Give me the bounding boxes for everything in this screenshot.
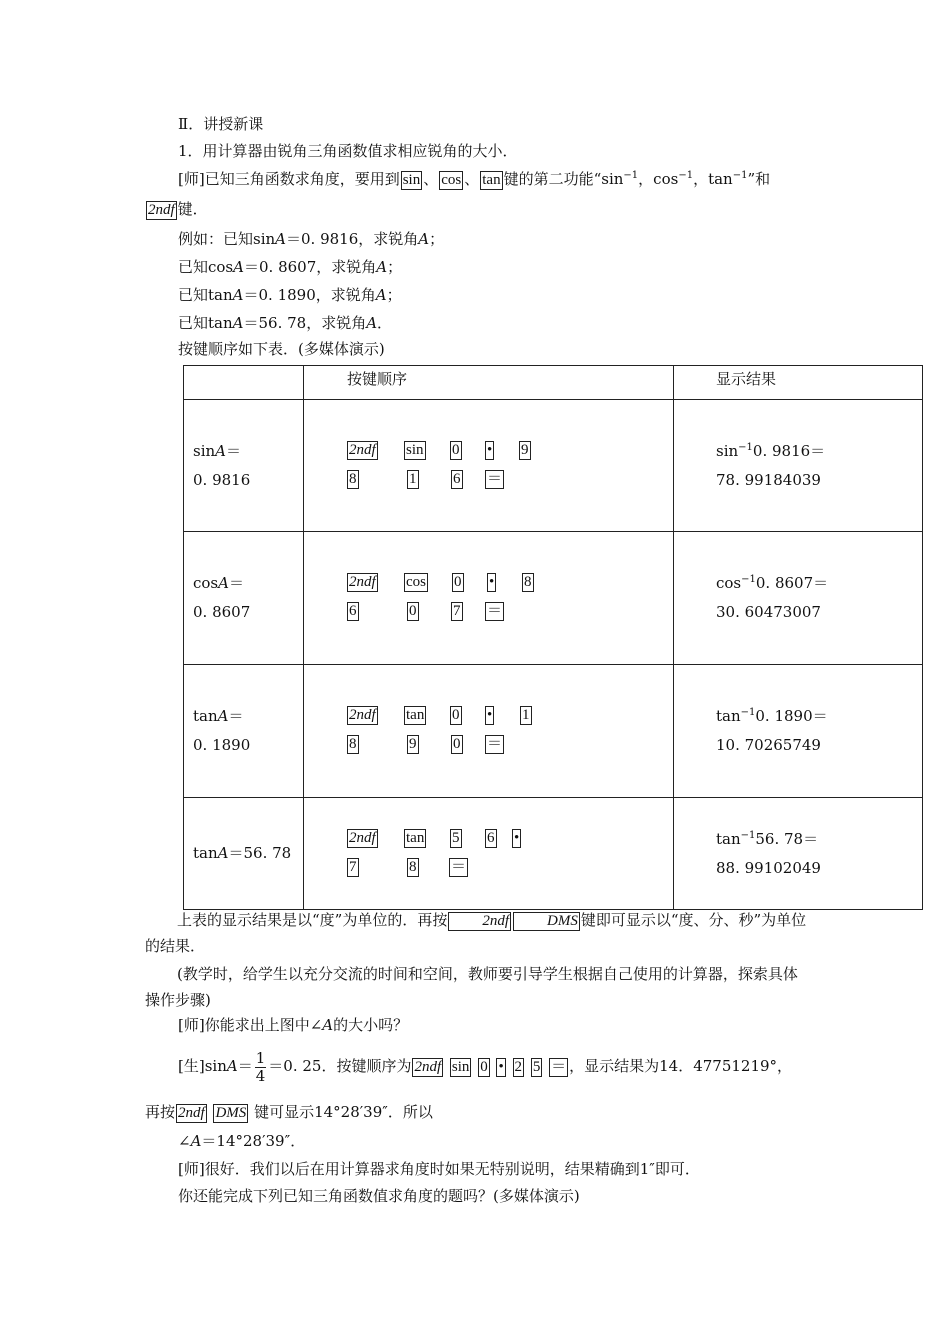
text: 、 xyxy=(464,170,480,188)
sin-key: sin xyxy=(402,172,421,188)
text: 0. 9816 xyxy=(193,470,251,489)
text: ＝56. 78 xyxy=(228,844,292,862)
text: ∠ xyxy=(178,1132,191,1150)
superscript: −1 xyxy=(740,707,756,718)
equals-key: ＝ xyxy=(487,470,503,487)
keys-cell xyxy=(304,665,674,798)
header-cell-key-sequence: 按键顺序 xyxy=(304,366,674,400)
superscript: −1 xyxy=(740,829,756,841)
equals-key: ＝ xyxy=(487,736,503,752)
text: 56. 78＝ xyxy=(755,829,819,848)
decimal-point-key: • xyxy=(489,574,495,590)
variable: A xyxy=(233,258,244,276)
student-answer xyxy=(178,1044,792,1088)
text: [师]你能求出上图中∠ xyxy=(178,1016,323,1034)
text: ＝56. 78，求锐角 xyxy=(243,314,367,332)
digit-key: 6 xyxy=(487,829,495,846)
table-row xyxy=(184,400,923,532)
text: ＝0. 8607，求锐角 xyxy=(243,258,377,276)
text: ＝ xyxy=(228,574,244,592)
header-cell xyxy=(184,366,304,400)
text: sin xyxy=(716,441,739,460)
digit-key: 0 xyxy=(452,441,460,458)
superscript: −1 xyxy=(738,441,753,453)
header-cell-display-result: 显示结果 xyxy=(674,366,923,400)
digit-key: 8 xyxy=(409,858,417,875)
variable: A xyxy=(366,314,378,332)
example-line xyxy=(178,313,392,333)
cos-key: cos xyxy=(441,172,462,188)
angle-result xyxy=(178,1131,305,1151)
result-explanation xyxy=(145,907,810,959)
keys-cell xyxy=(304,400,674,532)
digit-key: 9 xyxy=(409,736,417,752)
decimal-point-key: • xyxy=(514,829,520,846)
teacher-statement-1 xyxy=(178,169,770,190)
text: ＝0. 25．按键顺序为 xyxy=(268,1057,412,1075)
result-cell xyxy=(674,532,923,665)
variable: A xyxy=(232,314,244,332)
text: tan xyxy=(716,707,741,725)
text: ＝ xyxy=(226,441,242,460)
text: sin xyxy=(193,441,216,460)
fraction xyxy=(255,1050,267,1085)
section-title: Ⅱ．讲授新课 xyxy=(178,115,264,133)
text: 键的第二功能“sin xyxy=(503,170,624,188)
keys-cell xyxy=(304,798,674,910)
teaching-note: (教学时，给学生以充分交流的时间和空间，教师要引导学生根据自己使用的计算器，探索具体操作步骤) xyxy=(145,965,798,1009)
variable: A xyxy=(322,1016,334,1034)
equals-key: ＝ xyxy=(487,603,503,619)
sin-key: sin xyxy=(451,1059,470,1075)
text: 、 xyxy=(423,170,439,188)
digit-key: 1 xyxy=(409,470,417,487)
digit-key: 7 xyxy=(453,603,461,619)
variable: A xyxy=(275,230,287,248)
text: 已知tan xyxy=(178,314,233,332)
text: 78. 99184039 xyxy=(716,470,821,489)
text: cos xyxy=(716,574,742,592)
text: [生]sin xyxy=(178,1057,227,1075)
text: ； xyxy=(386,286,402,304)
text: ，tan xyxy=(693,170,733,188)
text: 例如：已知sin xyxy=(178,230,276,248)
dms-key: DMS xyxy=(215,1105,247,1121)
2ndf-key: 2ndf xyxy=(349,829,376,846)
key-sequence xyxy=(304,824,673,884)
variable: A xyxy=(218,574,229,592)
digit-key: 6 xyxy=(453,470,461,487)
again-press-line xyxy=(145,1102,433,1123)
text: 0. 9816＝ xyxy=(752,441,826,460)
table-caption: 按键顺序如下表．(多媒体演示) xyxy=(178,340,385,358)
text: tan xyxy=(193,707,218,725)
text: tan xyxy=(193,844,218,862)
sin-key: sin xyxy=(406,441,424,458)
text: ； xyxy=(429,230,445,248)
variable: A xyxy=(217,844,229,862)
digit-key: 1 xyxy=(522,707,530,723)
teacher-comment: [师]很好．我们以后在用计算器求角度时如果无特别说明，结果精确到1″即可． xyxy=(178,1160,700,1178)
digit-key: 5 xyxy=(452,829,460,846)
text: ，cos xyxy=(638,170,679,188)
text: 上表的显示结果是以“度”为单位的．再按 xyxy=(177,911,448,929)
table-header-row xyxy=(184,366,923,400)
text: 再按 xyxy=(145,1103,176,1121)
digit-key: 0 xyxy=(454,574,462,590)
digit-key: 0 xyxy=(453,736,461,752)
digit-key: 7 xyxy=(349,858,357,875)
tan-key: tan xyxy=(482,172,501,188)
digit-key: 2 xyxy=(514,1059,523,1075)
teacher-question xyxy=(178,1015,408,1035)
2ndf-key: 2ndf xyxy=(349,707,376,723)
table-row xyxy=(184,532,923,665)
variable: A xyxy=(376,258,388,276)
teacher-statement-1-cont xyxy=(145,199,208,220)
key-sequence-table xyxy=(183,365,923,910)
text: ，显示结果为14．47751219°， xyxy=(569,1057,793,1075)
2ndf-key: 2ndf xyxy=(414,1059,442,1075)
text: 0. 8607 xyxy=(193,603,251,621)
2ndf-key: 2ndf xyxy=(349,574,376,590)
variable: A xyxy=(226,1057,238,1075)
dms-key: DMS xyxy=(513,912,580,931)
variable: A xyxy=(375,286,387,304)
digit-key: 5 xyxy=(532,1059,541,1075)
condition-cell xyxy=(184,532,304,665)
example-line xyxy=(178,285,402,305)
digit-key: 0 xyxy=(409,603,417,619)
condition-cell xyxy=(184,798,304,910)
decimal-point-key: • xyxy=(498,1059,504,1075)
tan-key: tan xyxy=(406,707,425,723)
digit-key: 9 xyxy=(521,441,529,458)
text: tan xyxy=(716,829,741,848)
text: 键即可显示以“度、分、秒”为单位的结果． xyxy=(145,911,807,955)
superscript: −1 xyxy=(732,170,748,181)
point-1: 1．用计算器由锐角三角函数值求相应锐角的大小． xyxy=(178,142,518,160)
key-sequence xyxy=(304,701,673,761)
tan-key: tan xyxy=(406,829,425,846)
decimal-point-key: • xyxy=(487,707,493,723)
variable: A xyxy=(232,286,244,304)
text: ”和 xyxy=(747,170,771,188)
text: ＝0. 9816，求锐角 xyxy=(286,230,419,248)
text: ； xyxy=(387,258,403,276)
text: [师]已知三角函数求角度，要用到 xyxy=(178,170,400,188)
table-row xyxy=(184,798,923,910)
result-cell xyxy=(674,798,923,910)
fraction-denominator: 4 xyxy=(255,1066,266,1085)
text: 键． xyxy=(177,200,208,218)
equals-key: ＝ xyxy=(451,858,467,875)
variable: A xyxy=(217,707,229,725)
text: 键可显示14°28′39″．所以 xyxy=(249,1103,433,1121)
result-cell xyxy=(674,665,923,798)
condition-cell xyxy=(184,665,304,798)
text: 30. 60473007 xyxy=(716,603,821,621)
digit-key: 0 xyxy=(480,1059,488,1075)
text: ＝ xyxy=(237,1057,253,1075)
table-row xyxy=(184,665,923,798)
text: 的大小吗？ xyxy=(333,1016,409,1034)
2ndf-key: 2ndf xyxy=(448,912,511,931)
text: ＝14°28′39″． xyxy=(201,1132,306,1150)
superscript: −1 xyxy=(741,574,756,585)
2ndf-key: 2ndf xyxy=(349,441,376,458)
text: ＝ xyxy=(228,707,244,725)
text: 0. 8607＝ xyxy=(755,574,829,592)
digit-key: 8 xyxy=(349,470,357,487)
variable: A xyxy=(418,230,430,248)
2ndf-key: 2ndf xyxy=(148,202,175,218)
text: ＝0. 1890，求锐角 xyxy=(243,286,376,304)
fraction-numerator: 1 xyxy=(255,1048,266,1067)
digit-key: 8 xyxy=(349,736,357,752)
result-cell xyxy=(674,400,923,532)
cos-key: cos xyxy=(406,574,426,590)
example-line xyxy=(178,257,402,277)
equals-key: ＝ xyxy=(551,1059,567,1075)
text: 88. 99102049 xyxy=(716,858,821,877)
decimal-point-key: • xyxy=(487,441,493,458)
example-line xyxy=(178,229,444,249)
text: 10. 70265749 xyxy=(716,736,821,754)
digit-key: 0 xyxy=(452,707,460,723)
closing-question: 你还能完成下列已知三角函数值求角度的题吗？(多媒体演示) xyxy=(178,1187,580,1205)
text: 0. 1890 xyxy=(193,736,251,754)
variable: A xyxy=(215,441,226,460)
text: 已知tan xyxy=(178,286,233,304)
key-sequence xyxy=(304,436,673,496)
condition-cell xyxy=(184,400,304,532)
text: ． xyxy=(377,314,393,332)
text: cos xyxy=(193,574,219,592)
superscript: −1 xyxy=(623,170,639,181)
variable: A xyxy=(190,1132,202,1150)
key-sequence xyxy=(304,568,673,628)
keys-cell xyxy=(304,532,674,665)
text: 0. 1890＝ xyxy=(755,707,828,725)
digit-key: 8 xyxy=(524,574,532,590)
superscript: −1 xyxy=(678,170,694,181)
text: 已知cos xyxy=(178,258,234,276)
2ndf-key: 2ndf xyxy=(178,1105,205,1121)
digit-key: 6 xyxy=(349,603,357,619)
